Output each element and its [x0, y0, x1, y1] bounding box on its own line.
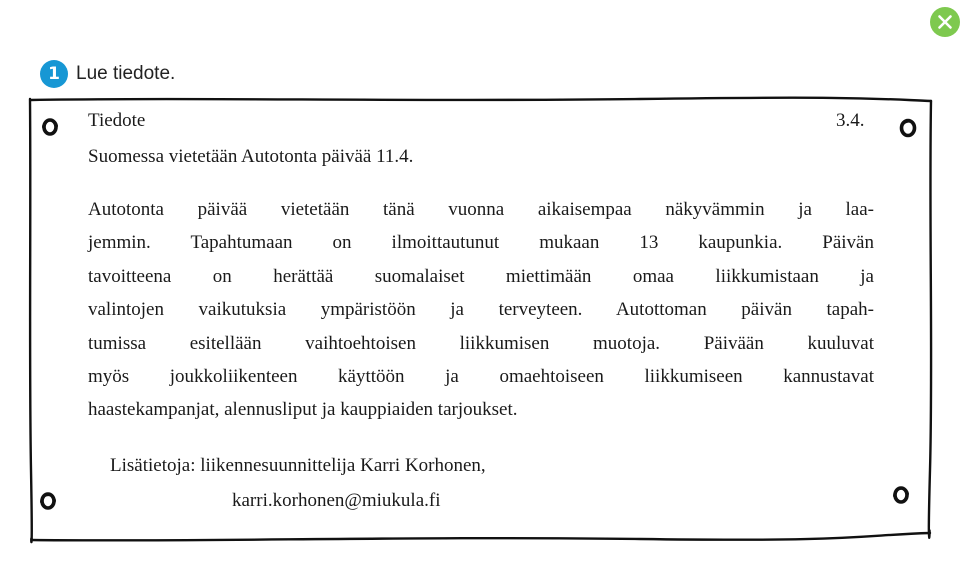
body-line: tavoitteena on herättää suomalaiset miettimään omaa liikkumistaan ja — [88, 265, 874, 287]
notice-body — [88, 193, 874, 427]
notice-subtitle: Suomessa vietetään Autotonta päivää 11.4. — [88, 146, 414, 167]
task-number-badge: 1 — [40, 60, 68, 88]
body-line: myös joukkoliikenteen käyttöön ja omaehtoiseen liikkumiseen kannustavat — [88, 365, 874, 387]
body-line: jemmin. Tapahtumaan on ilmoittautunut mukaan 13 kaupunkia. Päivän — [88, 232, 874, 254]
ring-bottom-right-icon — [894, 488, 908, 502]
close-icon — [930, 7, 960, 37]
ring-bottom-left-icon — [41, 494, 55, 508]
body-line: tumissa esitellään vaihtoehtoisen liikkumisen muotoja. Päivään kuuluvat — [88, 332, 874, 354]
body-line: haastekampanjat, alennusliput ja kauppiaiden tarjoukset. — [88, 399, 518, 421]
task-instruction: Lue tiedote. — [76, 63, 176, 84]
contact-label: Lisätietoja: liikennesuunnittelija Karri Korhonen, — [110, 455, 486, 476]
body-line: Autotonta päivää vietetään tänä vuonna aikaisempaa näkyvämmin ja laa- — [88, 199, 874, 220]
notice-date: 3.4. — [836, 110, 865, 131]
close-button[interactable] — [930, 7, 960, 37]
contact-email: karri.korhonen@miukula.fi — [232, 490, 441, 511]
notice-title: Tiedote — [88, 110, 146, 131]
task-header — [40, 60, 175, 88]
body-line: valintojen vaikutuksia ympäristöön ja terveyteen. Autottoman päivän tapah- — [88, 299, 874, 321]
ring-top-right-icon — [901, 121, 915, 136]
ring-top-left-icon — [43, 120, 57, 134]
